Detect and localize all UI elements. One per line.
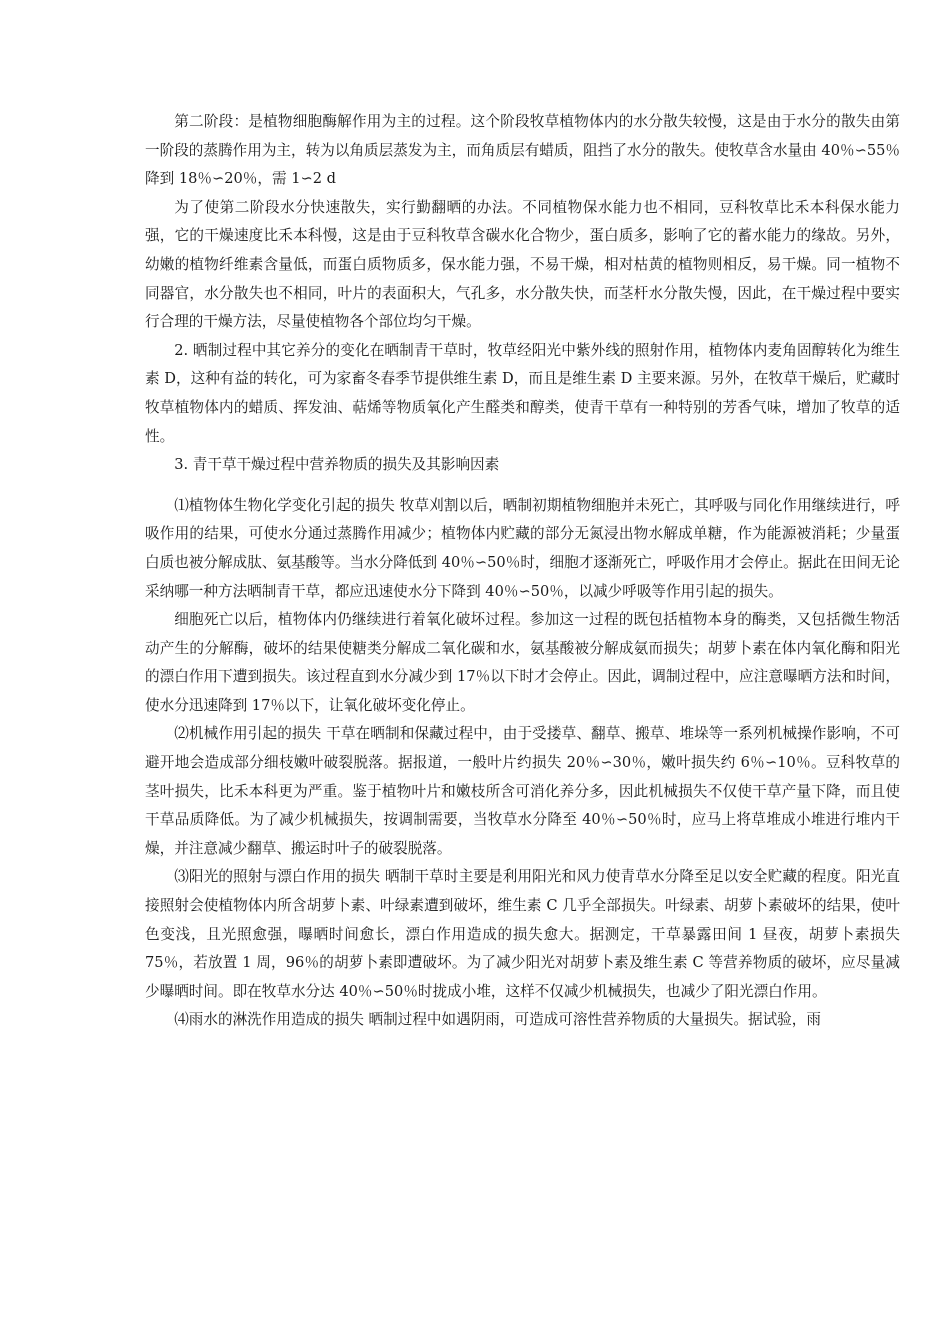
document-body [145, 108, 900, 1035]
paragraph-mechanical-loss: ⑵机械作用引起的损失 干草在晒制和保藏过程中，由于受搂草、翻草、搬草、堆垛等一系列机械操作影响，不可避开地会造成部分细枝嫩叶破裂脱落。据报道，一般叶片约损失 20％∽30％，嫩叶损失约 6％∽10％。豆科牧草的茎叶损失，比禾本科更为严重。鉴于植物叶片和嫩枝所含可消化养分多，因此机械损失不仅使干草产量下降，而且使干草品质降低。为了减少机械损失，按调制需要，当牧草水分降至 40％∽50％时，应马上将草堆成小堆进行堆内干燥，并注意减少翻草、搬运时叶子的破裂脱落。 [145, 725, 900, 857]
paragraph-fast-drying: 为了使第二阶段水分快速散失，实行勤翻晒的办法。不同植物保水能力也不相同，豆科牧草比禾本科保水能力强，它的干燥速度比禾本科慢，这是由于豆科牧草含碳水化合物少，蛋白质多，影响了它的蓄水能力的缘故。另外，幼嫩的植物纤维素含量低，而蛋白质物质多，保水能力强，不易干燥，相对枯黄的植物则相反，易干燥。同一植物不同器官，水分散失也不相同，叶片的表面积大，气孔多，水分散失快，而茎杆水分散失慢，因此，在干燥过程中要实行合理的干燥方法，尽量使植物各个部位均匀干燥。 [145, 198, 900, 331]
paragraph-rain-loss: ⑷雨水的淋洗作用造成的损失 晒制过程中如遇阴雨，可造成可溶性营养物质的大量损失。据试验，雨 [174, 1011, 821, 1029]
paragraph-stage-two: 第二阶段：是植物细胞酶解作用为主的过程。这个阶段牧草植物体内的水分散失较慢，这是由于水分的散失由第一阶段的蒸腾作用为主，转为以角质层蒸发为主，而角质层有蜡质，阻挡了水分的散失。使牧草含水量由 40％∽55％降到 18％∽20％，需 1∽2 d [145, 113, 900, 188]
paragraph-sunlight-loss: ⑶阳光的照射与漂白作用的损失 晒制干草时主要是利用阳光和风力使青草水分降至足以安全贮藏的程度。阳光直接照射会使植物体内所含胡萝卜素、叶绿素遭到破坏，维生素 C 几乎全部损失。叶绿素、胡萝卜素破坏的结果，使叶色变浅，且光照愈强，曝晒时间愈长，漂白作用造成的损失愈大。据测定，干草暴露田间 1 昼夜，胡萝卜素损失 75％，若放置 1 周，96％的胡萝卜素即遭破坏。为了减少阳光对胡萝卜素及维生素 C 等营养物质的破坏，应尽量减少曝晒时间。即在牧草水分达 40％∽50％时拢成小堆，这样不仅减少机械损失，也减少了阳光漂白作用。 [145, 868, 900, 1000]
paragraph-oxidation: 细胞死亡以后，植物体内仍继续进行着氧化破坏过程。参加这一过程的既包括植物本身的酶类，又包括微生物活动产生的分解酶，破坏的结果使糖类分解成二氧化碳和水，氨基酸被分解成氨而损失；胡萝卜素在体内氧化酶和阳光的漂白作用下遭到损失。该过程直到水分减少到 17％以下时才会停止。因此，调制过程中，应注意曝晒方法和时间，使水分迅速降到 17％以下，让氧化破坏变化停止。 [145, 611, 900, 714]
paragraph-nutrient-changes: 2. 晒制过程中其它养分的变化在晒制青干草时，牧草经阳光中紫外线的照射作用，植物体内麦角固醇转化为维生素 D，这种有益的转化，可为家畜冬春季节提供维生素 D，而且是维生素 D 主要来源。另外，在牧草干燥后，贮藏时牧草植物体内的蜡质、挥发油、萜烯等物质氧化产生醛类和醇类，使青干草有一种特别的芳香气味，增加了牧草的适性。 [145, 341, 900, 445]
paragraph-biochemical-loss: ⑴植物体生物化学变化引起的损失 牧草刈割以后，晒制初期植物细胞并未死亡，其呼吸与同化作用继续进行，呼吸作用的结果，可使水分通过蒸腾作用减少；植物体内贮藏的部分无氮浸出物水解成单糖，作为能源被消耗；少量蛋白质也被分解成肽、氨基酸等。当水分降低到 40％∽50％时，细胞才逐渐死亡，呼吸作用才会停止。据此在田间无论采纳哪一种方法晒制青干草，都应迅速使水分下降到 40％∽50％，以减少呼吸等作用引起的损失。 [145, 496, 900, 600]
section-heading-nutrient-loss: 3. 青干草干燥过程中营养物质的损失及其影响因素 [174, 456, 500, 474]
